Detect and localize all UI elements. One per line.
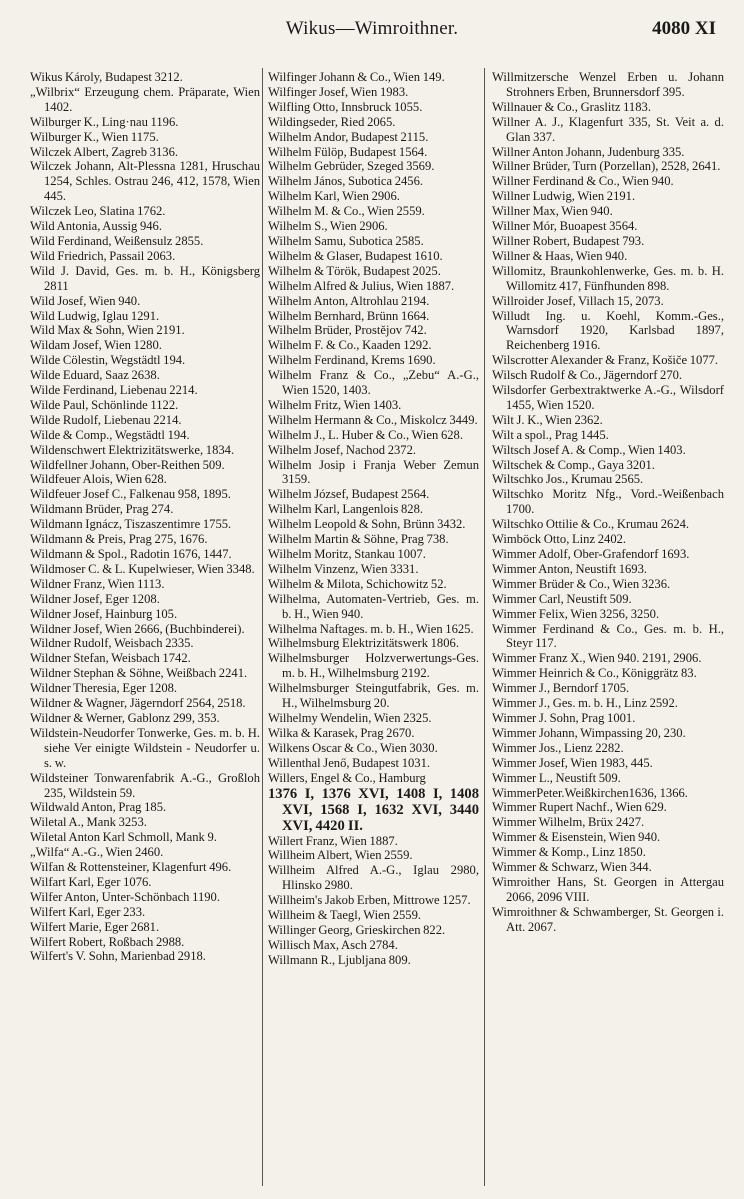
directory-entry: Wildner Theresia, Eger 1208.: [30, 681, 178, 696]
directory-entry: Wimmer J., Berndorf 1705.: [492, 681, 630, 696]
directory-entry: Wilfert's V. Sohn, Marienbad 2918.: [30, 949, 206, 964]
directory-entry: Wimroither Hans, St. Georgen in Attergau 2066, 2096 VIII.: [492, 874, 724, 904]
directory-entry: Willenthal Jenő, Budapest 1031.: [268, 755, 431, 770]
directory-entry: Willisch Max, Asch 2784.: [268, 937, 398, 952]
directory-column-2: [268, 70, 479, 968]
directory-column-1: [30, 70, 260, 964]
directory-entry: Wilhelm Brüder, Prostějov 742.: [268, 323, 427, 338]
directory-entry: Wilde Paul, Schönlinde 1122.: [30, 397, 179, 412]
directory-entry: Willner A. J., Klagenfurt 335, St. Veit a. d. Glan 337.: [492, 114, 724, 144]
directory-entry: Wilhelm Anton, Altrohlau 2194.: [268, 293, 430, 308]
directory-entry: Wiltschko Moritz Nfg., Vord.-Weißenbach 1700.: [492, 487, 724, 517]
directory-entry: Willers, Engel & Co., Hamburg: [268, 770, 426, 785]
directory-entry: Wilczek Johann, Alt-Plessna 1281, Hruschau 1254, Schles. Ostrau 246, 412, 1578, Wien 445.: [30, 159, 260, 204]
directory-entry: Wilde & Comp., Wegstädtl 194.: [30, 427, 190, 442]
directory-entry: Wilhelma Naftages. m. b. H., Wien 1625.: [268, 621, 474, 636]
directory-entry: Wilsch Rudolf & Co., Jägerndorf 270.: [492, 368, 683, 383]
directory-entry: Wilfert Robert, Roßbach 2988.: [30, 934, 185, 949]
directory-entry: Wilhelm J., L. Huber & Co., Wien 628.: [268, 427, 463, 442]
directory-entry: Wilhelm & Török, Budapest 2025.: [268, 263, 441, 278]
directory-entry: Wilhelm Vinzenz, Wien 3331.: [268, 561, 419, 576]
directory-entry: Wimmer Adolf, Ober-Grafendorf 1693.: [492, 547, 690, 561]
directory-entry: Wilhelm Andor, Budapest 2115.: [268, 129, 429, 144]
directory-entry: Willmitzersche Wenzel Erben u. Johann Strohners Erben, Brunnersdorf 395.: [492, 70, 724, 99]
directory-entry: Wilhelm & Glaser, Budapest 1610.: [268, 248, 443, 263]
directory-entry: Wimmer Brüder & Co., Wien 3236.: [492, 576, 671, 591]
directory-entry: Wildner Franz, Wien 1113.: [30, 576, 165, 591]
directory-entry: Wilka & Karasek, Prag 2670.: [268, 725, 415, 740]
directory-entry: Willomitz, Braunkohlenwerke, Ges. m. b. H. Willomitz 417, Fünfhunden 898.: [492, 263, 724, 293]
directory-entry: Wilde Eduard, Saaz 2638.: [30, 368, 160, 383]
directory-entry: Wildmann & Spol., Radotin 1676, 1447.: [30, 547, 232, 561]
directory-entry: Wildam Josef, Wien 1280.: [30, 338, 162, 353]
directory-entry: Willner Mór, Buoapest 3564.: [492, 219, 638, 234]
directory-entry: 1376 I, 1376 XVI, 1408 I, 1408 XVI, 1568 I, 1632 XVI, 3440 XVI, 4420 II.: [268, 785, 479, 834]
directory-entry: Wilfinger Johann & Co., Wien 149.: [268, 70, 445, 84]
directory-entry: Wimmer Felix, Wien 3256, 3250.: [492, 606, 660, 621]
directory-entry: Wilhelm Leopold & Sohn, Brünn 3432.: [268, 517, 466, 532]
directory-entry: Willner Max, Wien 940.: [492, 204, 613, 219]
directory-entry: Wildmoser C. & L. Kupelwieser, Wien 3348.: [30, 561, 255, 576]
directory-entry: Wilfan & Rottensteiner, Klagenfurt 496.: [30, 860, 232, 875]
directory-entry: Wilhelmsburger Holzverwertungs-Ges. m. b. H., Wilhelmsburg 2192.: [268, 651, 479, 681]
directory-entry: Wildmann & Preis, Prag 275, 1676.: [30, 532, 208, 547]
directory-entry: „Wilbrix“ Erzeugung chem. Präparate, Wien 1402.: [30, 84, 260, 114]
directory-entry: Wildmann Ignácz, Tiszaszentimre 1755.: [30, 517, 232, 532]
directory-entry: Wildner Josef, Wien 2666, (Buchbinderei).: [30, 621, 245, 636]
directory-entry: Willner Robert, Budapest 793.: [492, 233, 645, 248]
directory-entry: Wild Ludwig, Iglau 1291.: [30, 308, 160, 323]
directory-entry: Wilhelma, Automaten-Vertrieb, Ges. m. b. H., Wien 940.: [268, 591, 479, 621]
directory-entry: Wilhelm & Milota, Schichowitz 52.: [268, 576, 447, 591]
directory-entry: Wilburger K., Ling·nau 1196.: [30, 114, 179, 129]
directory-entry: Wilfer Anton, Unter-Schönbach 1190.: [30, 889, 220, 904]
directory-entry: Wildstein-Neudorfer Tonwerke, Ges. m. b. H. siehe Ver einigte Wildstein - Neudorfer u. s. w.: [30, 725, 260, 770]
directory-entry: Wilhelm Karl, Wien 2906.: [268, 189, 400, 204]
directory-entry: Wimroithner & Schwamberger, St. Georgen i. Att. 2067.: [492, 904, 724, 934]
directory-entry: Wildner Josef, Eger 1208.: [30, 591, 160, 606]
directory-entry: Wimmer & Schwarz, Wien 344.: [492, 860, 652, 875]
directory-entry: Wilde Cölestin, Wegstädtl 194.: [30, 353, 186, 368]
directory-entry: Wilhelm F. & Co., Kaaden 1292.: [268, 338, 432, 353]
directory-entry: Wiletal A., Mank 3253.: [30, 815, 147, 830]
page-number: 4080 XI: [652, 18, 716, 39]
directory-entry: Wimmer Jos., Lienz 2282.: [492, 740, 624, 755]
directory-entry: Wildenschwert Elektrizitätswerke, 1834.: [30, 442, 235, 457]
directory-entry: Wimmer Ferdinand & Co., Ges. m. b. H., Steyr 117.: [492, 621, 724, 651]
directory-entry: Willheim's Jakob Erben, Mittrowe 1257.: [268, 893, 471, 908]
directory-entry: Willheim Alfred A.-G., Iglau 2980, Hlinsko 2980.: [268, 863, 479, 893]
directory-entry: Wilczek Leo, Slatina 1762.: [30, 204, 166, 219]
directory-entry: WimmerPeter.Weißkirchen1636, 1366.: [492, 785, 688, 800]
directory-entry: Wilt J. K., Wien 2362.: [492, 412, 603, 427]
directory-entry: Wimmer Carl, Neustift 509.: [492, 591, 632, 606]
directory-entry: Wilfert Karl, Eger 233.: [30, 904, 146, 919]
directory-entry: Willner Anton Johann, Judenburg 335.: [492, 144, 685, 159]
directory-entry: Wild Max & Sohn, Wien 2191.: [30, 323, 185, 338]
directory-entry: Wilfling Otto, Innsbruck 1055.: [268, 99, 423, 114]
directory-entry: Wimmer Josef, Wien 1983, 445.: [492, 755, 653, 770]
directory-entry: Willnauer & Co., Graslitz 1183.: [492, 99, 651, 114]
directory-entry: Wildsteiner Tonwarenfabrik A.-G., Großloh 235, Wildstein 59.: [30, 770, 260, 800]
directory-entry: Wimmer Anton, Neustift 1693.: [492, 561, 648, 576]
directory-entry: Willinger Georg, Grieskirchen 822.: [268, 922, 446, 937]
directory-entry: Wilkens Oscar & Co., Wien 3030.: [268, 740, 438, 755]
directory-entry: Wiletal Anton Karl Schmoll, Mank 9.: [30, 830, 217, 845]
directory-entry: Wilde Ferdinand, Liebenau 2214.: [30, 383, 198, 398]
directory-entry: Wild Ferdinand, Weißensulz 2855.: [30, 233, 204, 248]
column-rule: [262, 68, 263, 1186]
directory-entry: Wildner & Wagner, Jägerndorf 2564, 2518.: [30, 696, 246, 711]
directory-entry: Wilhelm Fülöp, Budapest 1564.: [268, 144, 428, 159]
directory-entry: Wikus Károly, Budapest 3212.: [30, 70, 183, 84]
directory-entry: Wildner Josef, Hainburg 105.: [30, 606, 178, 621]
directory-entry: Wildingseder, Ried 2065.: [268, 114, 396, 129]
directory-entry: Wilhelm János, Subotica 2456.: [268, 174, 424, 189]
directory-entry: Willudt Ing. u. Koehl, Komm.-Ges., Warnsdorf 1920, Karlsbad 1897, Reichenberg 1916.: [492, 308, 724, 353]
directory-entry: Wiltsch Josef A. & Comp., Wien 1403.: [492, 442, 686, 457]
directory-entry: Wimmer Franz X., Wien 940. 2191, 2906.: [492, 651, 702, 666]
directory-column-3: [492, 70, 724, 935]
directory-entry: Willner Ferdinand & Co., Wien 940.: [492, 174, 674, 189]
directory-entry: Wimmer L., Neustift 509.: [492, 770, 621, 785]
directory-entry: Willroider Josef, Villach 15, 2073.: [492, 293, 664, 308]
directory-entry: Wilhelm Alfred & Julius, Wien 1887.: [268, 278, 455, 293]
directory-entry: „Wilfa“ A.-G., Wien 2460.: [30, 845, 164, 860]
directory-entry: Wilhelm Martin & Söhne, Prag 738.: [268, 532, 449, 547]
directory-entry: Wilt a spol., Prag 1445.: [492, 427, 609, 442]
directory-entry: Wilde Rudolf, Liebenau 2214.: [30, 412, 182, 427]
directory-entry: Wild Josef, Wien 940.: [30, 293, 141, 308]
directory-entry: Wilhelm Bernhard, Brünn 1664.: [268, 308, 430, 323]
directory-entry: Wilhelm Josip i Franja Weber Zemun 3159.: [268, 457, 479, 487]
directory-entry: Wild Friedrich, Passail 2063.: [30, 248, 176, 263]
directory-entry: Wilfart Karl, Eger 1076.: [30, 874, 152, 889]
directory-entry: Wildner Stephan & Söhne, Weißbach 2241.: [30, 666, 248, 681]
directory-entry: Wimmer & Komp., Linz 1850.: [492, 845, 646, 860]
directory-entry: Wilhelm Gebrüder, Szeged 3569.: [268, 159, 435, 174]
directory-entry: Wilhelmy Wendelin, Wien 2325.: [268, 710, 432, 725]
directory-entry: Wilhelmsburger Steingutfabrik, Ges. m. H., Wilhelmsburg 20.: [268, 681, 479, 711]
directory-entry: Wild Antonia, Aussig 946.: [30, 219, 162, 234]
directory-entry: Willert Franz, Wien 1887.: [268, 833, 398, 848]
directory-entry: Wimmer Wilhelm, Brüx 2427.: [492, 815, 645, 830]
directory-entry: Wilhelm Samu, Subotica 2585.: [268, 233, 424, 248]
directory-entry: Wilhelm Hermann & Co., Miskolcz 3449.: [268, 412, 478, 427]
directory-entry: Wilscrotter Alexander & Franz, Košiče 1077.: [492, 353, 719, 368]
directory-entry: Wiltschek & Comp., Gaya 3201.: [492, 457, 655, 472]
directory-entry: Wiltschko Jos., Krumau 2565.: [492, 472, 644, 487]
column-rule: [484, 68, 485, 1186]
directory-entry: Wildmann Brüder, Prag 274.: [30, 502, 174, 517]
directory-entry: Wimmer Rupert Nachf., Wien 629.: [492, 800, 667, 815]
directory-entry: Wimböck Otto, Linz 2402.: [492, 532, 627, 547]
directory-entry: Willheim Albert, Wien 2559.: [268, 848, 413, 863]
directory-entry: Wilhelm Josef, Nachod 2372.: [268, 442, 417, 457]
directory-entry: Wilhelm Moritz, Stankau 1007.: [268, 547, 426, 561]
directory-entry: Wilhelm József, Budapest 2564.: [268, 487, 430, 502]
directory-entry: Wildner Rudolf, Weisbach 2335.: [30, 636, 194, 651]
directory-entry: Wildfeuer Josef C., Falkenau 958, 1895.: [30, 487, 231, 502]
directory-entry: Willner & Haas, Wien 940.: [492, 248, 628, 263]
directory-entry: Willner Brüder, Turn (Porzellan), 2528, 2641.: [492, 159, 721, 174]
directory-entry: Wilfert Marie, Eger 2681.: [30, 919, 160, 934]
directory-entry: Wilhelm S., Wien 2906.: [268, 219, 388, 234]
directory-entry: Wilsdorfer Gerbextraktwerke A.-G., Wilsdorf 1455, Wien 1520.: [492, 383, 724, 412]
directory-entry: Willner Ludwig, Wien 2191.: [492, 189, 636, 204]
directory-entry: Wildwald Anton, Prag 185.: [30, 800, 167, 815]
directory-entry: Willmann R., Ljubljana 809.: [268, 952, 411, 967]
running-head-title: Wikus—Wimroithner.: [285, 18, 459, 39]
directory-entry: Wimmer J. Sohn, Prag 1001.: [492, 710, 636, 725]
directory-entry: Wilhelm Franz & Co., „Zebu“ A.-G., Wien 1520, 1403.: [268, 368, 479, 398]
directory-entry: Wildfeuer Alois, Wien 628.: [30, 472, 167, 487]
directory-entry: Wilfinger Josef, Wien 1983.: [268, 84, 409, 99]
directory-entry: Wilhelm M. & Co., Wien 2559.: [268, 204, 425, 219]
directory-entry: Wilhelm Ferdinand, Krems 1690.: [268, 353, 436, 368]
directory-entry: Willheim & Taegl, Wien 2559.: [268, 908, 422, 923]
directory-entry: Wild J. David, Ges. m. b. H., Königsberg 2811: [30, 263, 260, 293]
directory-entry: Wimmer Johann, Wimpassing 20, 230.: [492, 725, 686, 740]
directory-entry: Wildner Stefan, Weisbach 1742.: [30, 651, 191, 666]
directory-entry: Wilhelm Fritz, Wien 1403.: [268, 397, 402, 412]
directory-entry: Wilburger K., Wien 1175.: [30, 129, 159, 144]
directory-entry: Wilhelmsburg Elektrizitätswerk 1806.: [268, 636, 459, 651]
directory-entry: Wilhelm Karl, Langenlois 828.: [268, 502, 424, 517]
directory-entry: Wiltschko Ottilie & Co., Krumau 2624.: [492, 517, 690, 532]
directory-entry: Wimmer Heinrich & Co., Königgrätz 83.: [492, 666, 697, 681]
directory-entry: Wildner & Werner, Gablonz 299, 353.: [30, 710, 220, 725]
directory-entry: Wilczek Albert, Zagreb 3136.: [30, 144, 179, 159]
directory-entry: Wimmer J., Ges. m. b. H., Linz 2592.: [492, 696, 678, 711]
directory-entry: Wildfellner Johann, Ober-Reithen 509.: [30, 457, 225, 472]
directory-entry: Wimmer & Eisenstein, Wien 940.: [492, 830, 661, 845]
